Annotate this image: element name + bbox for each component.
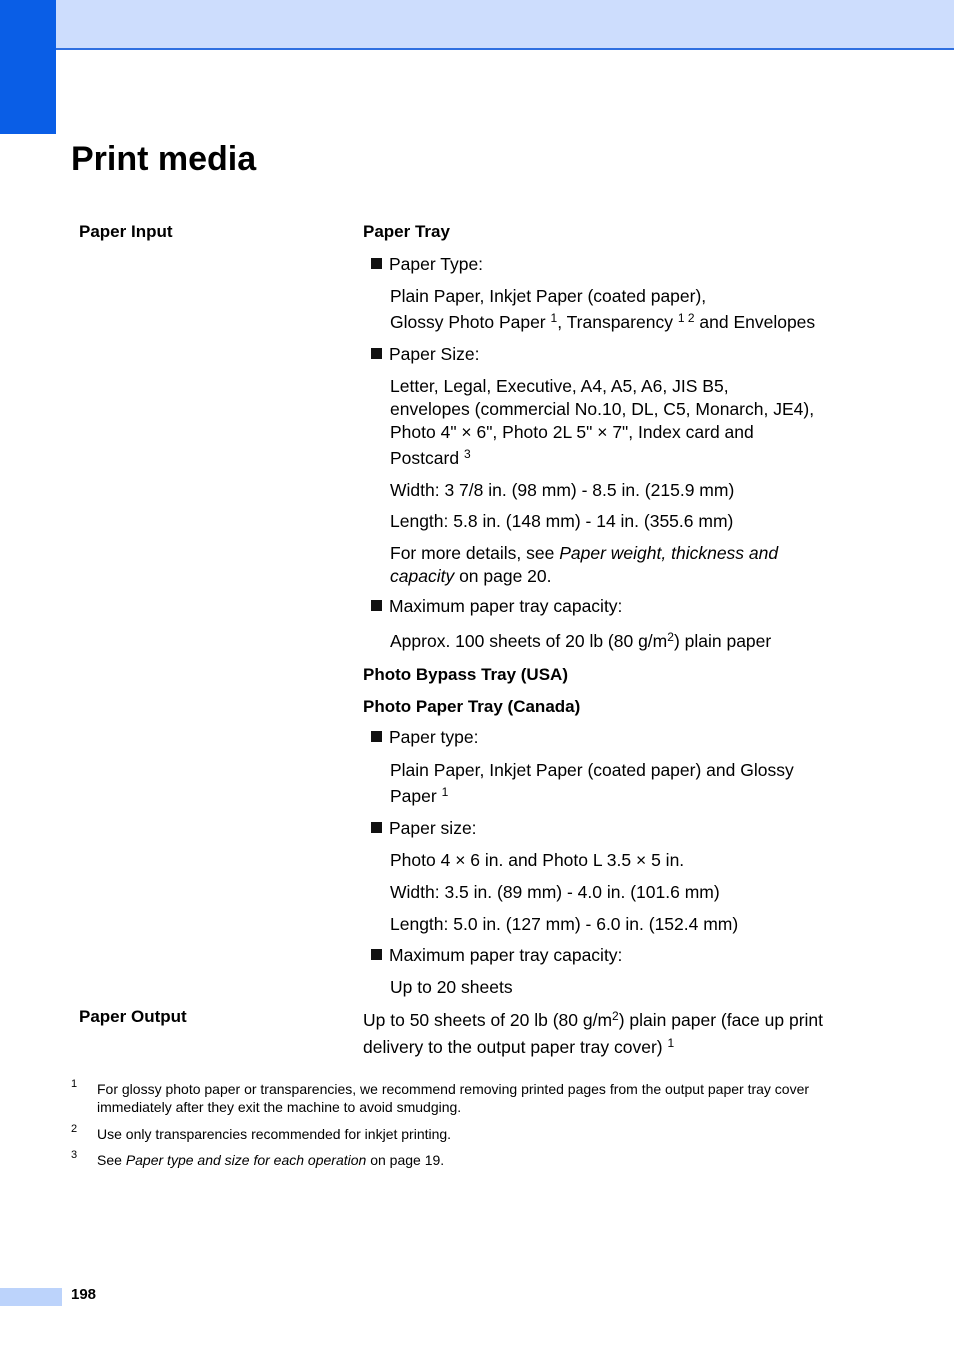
envelopes-text: and Envelopes xyxy=(694,312,816,332)
paper-size-label: Paper Size: xyxy=(389,344,480,364)
paper-length: Length: 5.8 in. (148 mm) - 14 in. (355.6 mm) xyxy=(390,511,734,531)
page-title: Print media xyxy=(71,140,257,178)
photo-type-label: Paper type: xyxy=(389,727,479,747)
capacity-text: Approx. 100 sheets of 20 lb (80 g/m xyxy=(390,631,668,651)
details-reference: Paper weight, thickness and xyxy=(559,543,779,563)
paper-size-line1: Letter, Legal, Executive, A4, A5, A6, JIS B5, xyxy=(390,376,729,396)
footnote-2: Use only transparencies recommended for inkjet printing. xyxy=(97,1126,452,1142)
superscript: 2 xyxy=(612,1009,619,1023)
footnote-1-line1: For glossy photo paper or transparencies, we recommend removing printed pages from the output paper tray cover xyxy=(97,1081,810,1097)
postcard-text: Postcard xyxy=(390,448,460,468)
footnote-ref: 3 xyxy=(463,447,471,461)
bullet-square-icon xyxy=(371,600,382,611)
details-text: For more details, see xyxy=(390,543,560,563)
photo-type-line1: Plain Paper, Inkjet Paper (coated paper) and Glossy xyxy=(390,760,794,780)
footnote-number: 3 xyxy=(71,1149,78,1161)
paper-size-value xyxy=(390,375,814,470)
superscript: 2 xyxy=(667,630,674,644)
capacity-text: ) plain paper xyxy=(673,631,772,651)
paper-tray-heading: Paper Tray xyxy=(363,222,450,241)
capacity-label: Maximum paper tray capacity: xyxy=(389,596,623,616)
output-text: ) plain paper (face up print xyxy=(618,1010,824,1030)
footnote-1-line2: immediately after they exit the machine to avoid smudging. xyxy=(97,1099,462,1115)
footnote-ref: 1 xyxy=(441,785,449,799)
photo-size-value: Photo 4 × 6 in. and Photo L 3.5 × 5 in. xyxy=(390,850,685,870)
footnote-1 xyxy=(97,1080,877,1116)
capacity-value xyxy=(390,630,771,653)
output-text: delivery to the output paper tray cover) xyxy=(363,1037,663,1057)
glossy-text: Glossy Photo Paper xyxy=(390,312,546,332)
paper-output-value xyxy=(363,1007,823,1061)
footnote-number: 1 xyxy=(71,1078,78,1090)
paper-input-label: Paper Input xyxy=(79,222,173,241)
photo-type-bullet xyxy=(371,727,479,748)
bullet-square-icon xyxy=(371,731,382,742)
page-number-band xyxy=(0,1288,62,1306)
footnote-ref: 1 xyxy=(667,1036,675,1050)
photo-length: Length: 5.0 in. (127 mm) - 6.0 in. (152.4 mm) xyxy=(390,914,739,934)
details-page: on page 20. xyxy=(454,566,552,586)
photo-capacity-bullet xyxy=(371,945,622,966)
chapter-tab xyxy=(0,0,56,134)
header-rule xyxy=(56,48,954,50)
footnote-ref: 1 2 xyxy=(677,311,695,325)
details-reference: capacity xyxy=(390,566,455,586)
transparency-text: , Transparency xyxy=(557,312,673,332)
bullet-square-icon xyxy=(371,822,382,833)
paper-size-line4 xyxy=(390,447,814,470)
footnote-3-text: See xyxy=(97,1152,126,1168)
footnote-number: 2 xyxy=(71,1123,78,1135)
page-number: 198 xyxy=(71,1286,97,1303)
photo-paper-tray-heading: Photo Paper Tray (Canada) xyxy=(363,697,581,716)
paper-type-line2 xyxy=(390,311,815,334)
header-band xyxy=(0,0,954,49)
paper-type-value xyxy=(390,285,815,334)
capacity-bullet xyxy=(371,596,622,617)
paper-text: Paper xyxy=(390,786,437,806)
paper-type-label: Paper Type: xyxy=(389,254,484,274)
footnote-ref: 1 xyxy=(550,311,558,325)
bullet-square-icon xyxy=(371,348,382,359)
output-text: Up to 50 sheets of 20 lb (80 g/m xyxy=(363,1010,613,1030)
bullet-square-icon xyxy=(371,949,382,960)
photo-width: Width: 3.5 in. (89 mm) - 4.0 in. (101.6 mm) xyxy=(390,882,720,902)
photo-type-value xyxy=(390,759,794,808)
photo-bypass-heading: Photo Bypass Tray (USA) xyxy=(363,665,568,684)
photo-size-label: Paper size: xyxy=(389,818,477,838)
footnote-3-page: on page 19. xyxy=(366,1152,445,1168)
paper-size-bullet xyxy=(371,344,479,365)
paper-width: Width: 3 7/8 in. (98 mm) - 8.5 in. (215.9 mm) xyxy=(390,480,735,500)
more-details xyxy=(390,542,778,588)
paper-size-line3: Photo 4" × 6", Photo 2L 5" × 7", Index card and xyxy=(390,422,754,442)
photo-type-line2 xyxy=(390,785,794,808)
photo-capacity-label: Maximum paper tray capacity: xyxy=(389,945,623,965)
bullet-square-icon xyxy=(371,258,382,269)
paper-size-line2: envelopes (commercial No.10, DL, C5, Monarch, JE4), xyxy=(390,399,815,419)
paper-output-label: Paper Output xyxy=(79,1007,187,1026)
paper-type-line1: Plain Paper, Inkjet Paper (coated paper), xyxy=(390,286,707,306)
paper-type-bullet xyxy=(371,254,483,275)
footnote-3-reference: Paper type and size for each operation xyxy=(125,1152,367,1168)
photo-capacity-value: Up to 20 sheets xyxy=(390,977,513,997)
footnote-3 xyxy=(97,1151,877,1169)
photo-size-bullet xyxy=(371,818,477,839)
